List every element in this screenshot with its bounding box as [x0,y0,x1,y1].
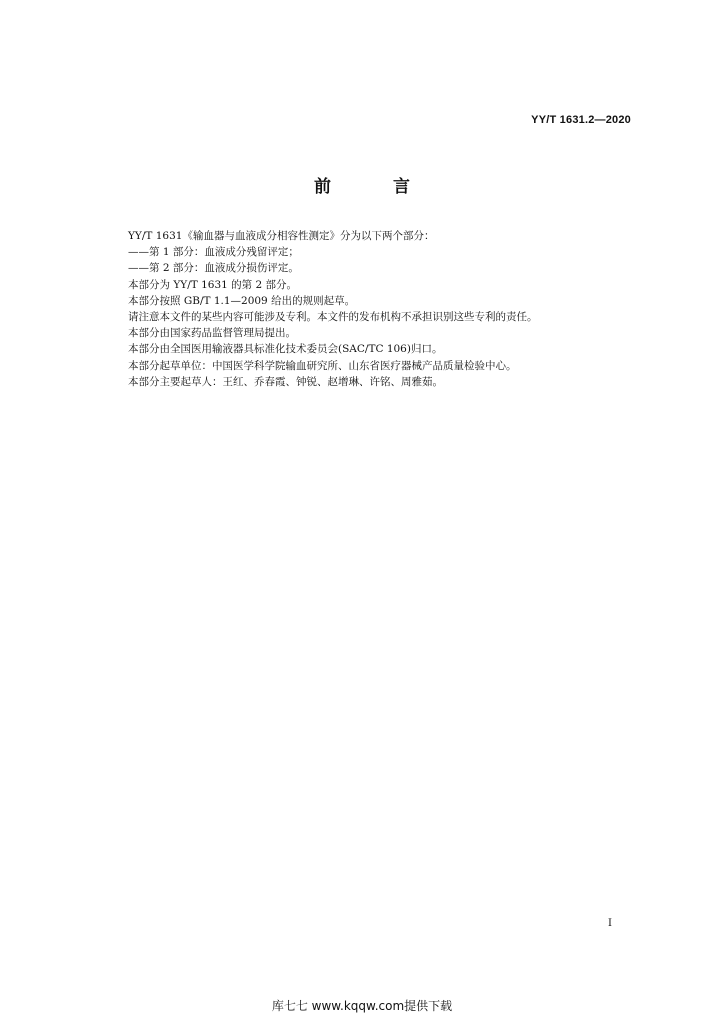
paragraph: ——第 2 部分：血液成分损伤评定。 [128,262,299,275]
paragraph: 本部分由国家药品监督管理局提出。 [128,327,296,340]
standard-code: YY/T 1631.2—2020 [531,114,631,126]
download-footer: 库七七 www.kqqw.com提供下载 [271,999,453,1013]
paragraph: 本部分主要起草人：王红、乔春霞、钟锐、赵增琳、许铭、周雅茹。 [128,375,443,388]
page-number: I [608,918,612,929]
paragraph: 本部分由全国医用输液器具标准化技术委员会(SAC/TC 106)归口。 [128,343,443,356]
page-title: 前 言 [314,177,438,197]
paragraph: ——第 1 部分：血液成分残留评定； [128,246,299,259]
paragraph: 本部分按照 GB/T 1.1—2009 给出的规则起草。 [128,294,356,307]
paragraph: 请注意本文件的某些内容可能涉及专利。本文件的发布机构不承担识别这些专利的责任。 [128,311,538,324]
paragraph: 本部分起草单位：中国医学科学院输血研究所、山东省医疗器械产品质量检验中心。 [128,359,517,372]
foreword-body [128,228,608,390]
paragraph: 本部分为 YY/T 1631 的第 2 部分。 [128,278,297,291]
paragraph: YY/T 1631《输血器与血液成分相容性测定》分为以下两个部分： [128,230,435,242]
